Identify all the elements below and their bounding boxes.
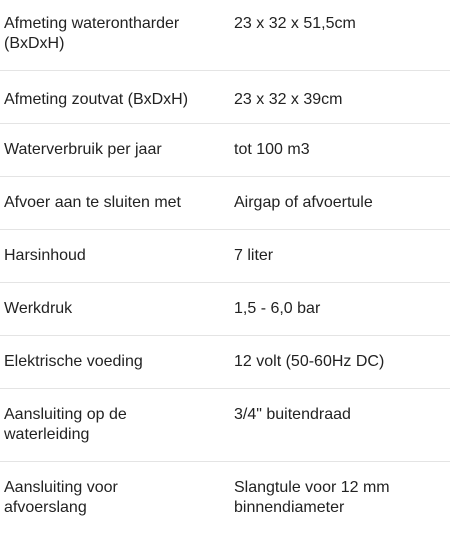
spec-value: Slangtule voor 12 mm binnendiameter (234, 479, 390, 516)
spec-value: 3/4" buitendraad (234, 406, 351, 423)
spec-row-afmeting-waterontharder (0, 6, 450, 71)
spec-value: tot 100 m3 (234, 141, 310, 158)
spec-label: Elektrische voeding (4, 353, 143, 370)
spec-label: Waterverbruik per jaar (4, 141, 162, 158)
spec-row-waterverbruik (0, 124, 450, 177)
spec-label: Werkdruk (4, 300, 73, 317)
spec-row-afvoer (0, 177, 450, 230)
spec-label: Afmeting waterontharder (BxDxH) (4, 15, 180, 52)
spec-value: 12 volt (50-60Hz DC) (234, 353, 385, 370)
spec-label: Aansluiting voor afvoerslang (4, 479, 118, 516)
spec-row-elektrische-voeding (0, 336, 450, 389)
spec-label: Harsinhoud (4, 247, 86, 264)
spec-row-afmeting-zoutvat (0, 71, 450, 124)
spec-value: 1,5 - 6,0 bar (234, 300, 321, 317)
spec-value: 23 x 32 x 39cm (234, 91, 343, 108)
spec-label: Aansluiting op de waterleiding (4, 406, 127, 443)
spec-row-werkdruk (0, 283, 450, 336)
spec-row-aansluiting-waterleiding (0, 389, 450, 462)
spec-row-aansluiting-afvoerslang (0, 462, 450, 532)
spec-value: Airgap of afvoertule (234, 194, 373, 211)
spec-row-harsinhoud (0, 230, 450, 283)
spec-value: 7 liter (234, 247, 274, 264)
spec-label: Afvoer aan te sluiten met (4, 194, 181, 211)
spec-value: 23 x 32 x 51,5cm (234, 15, 356, 32)
spec-label: Afmeting zoutvat (BxDxH) (4, 91, 189, 108)
